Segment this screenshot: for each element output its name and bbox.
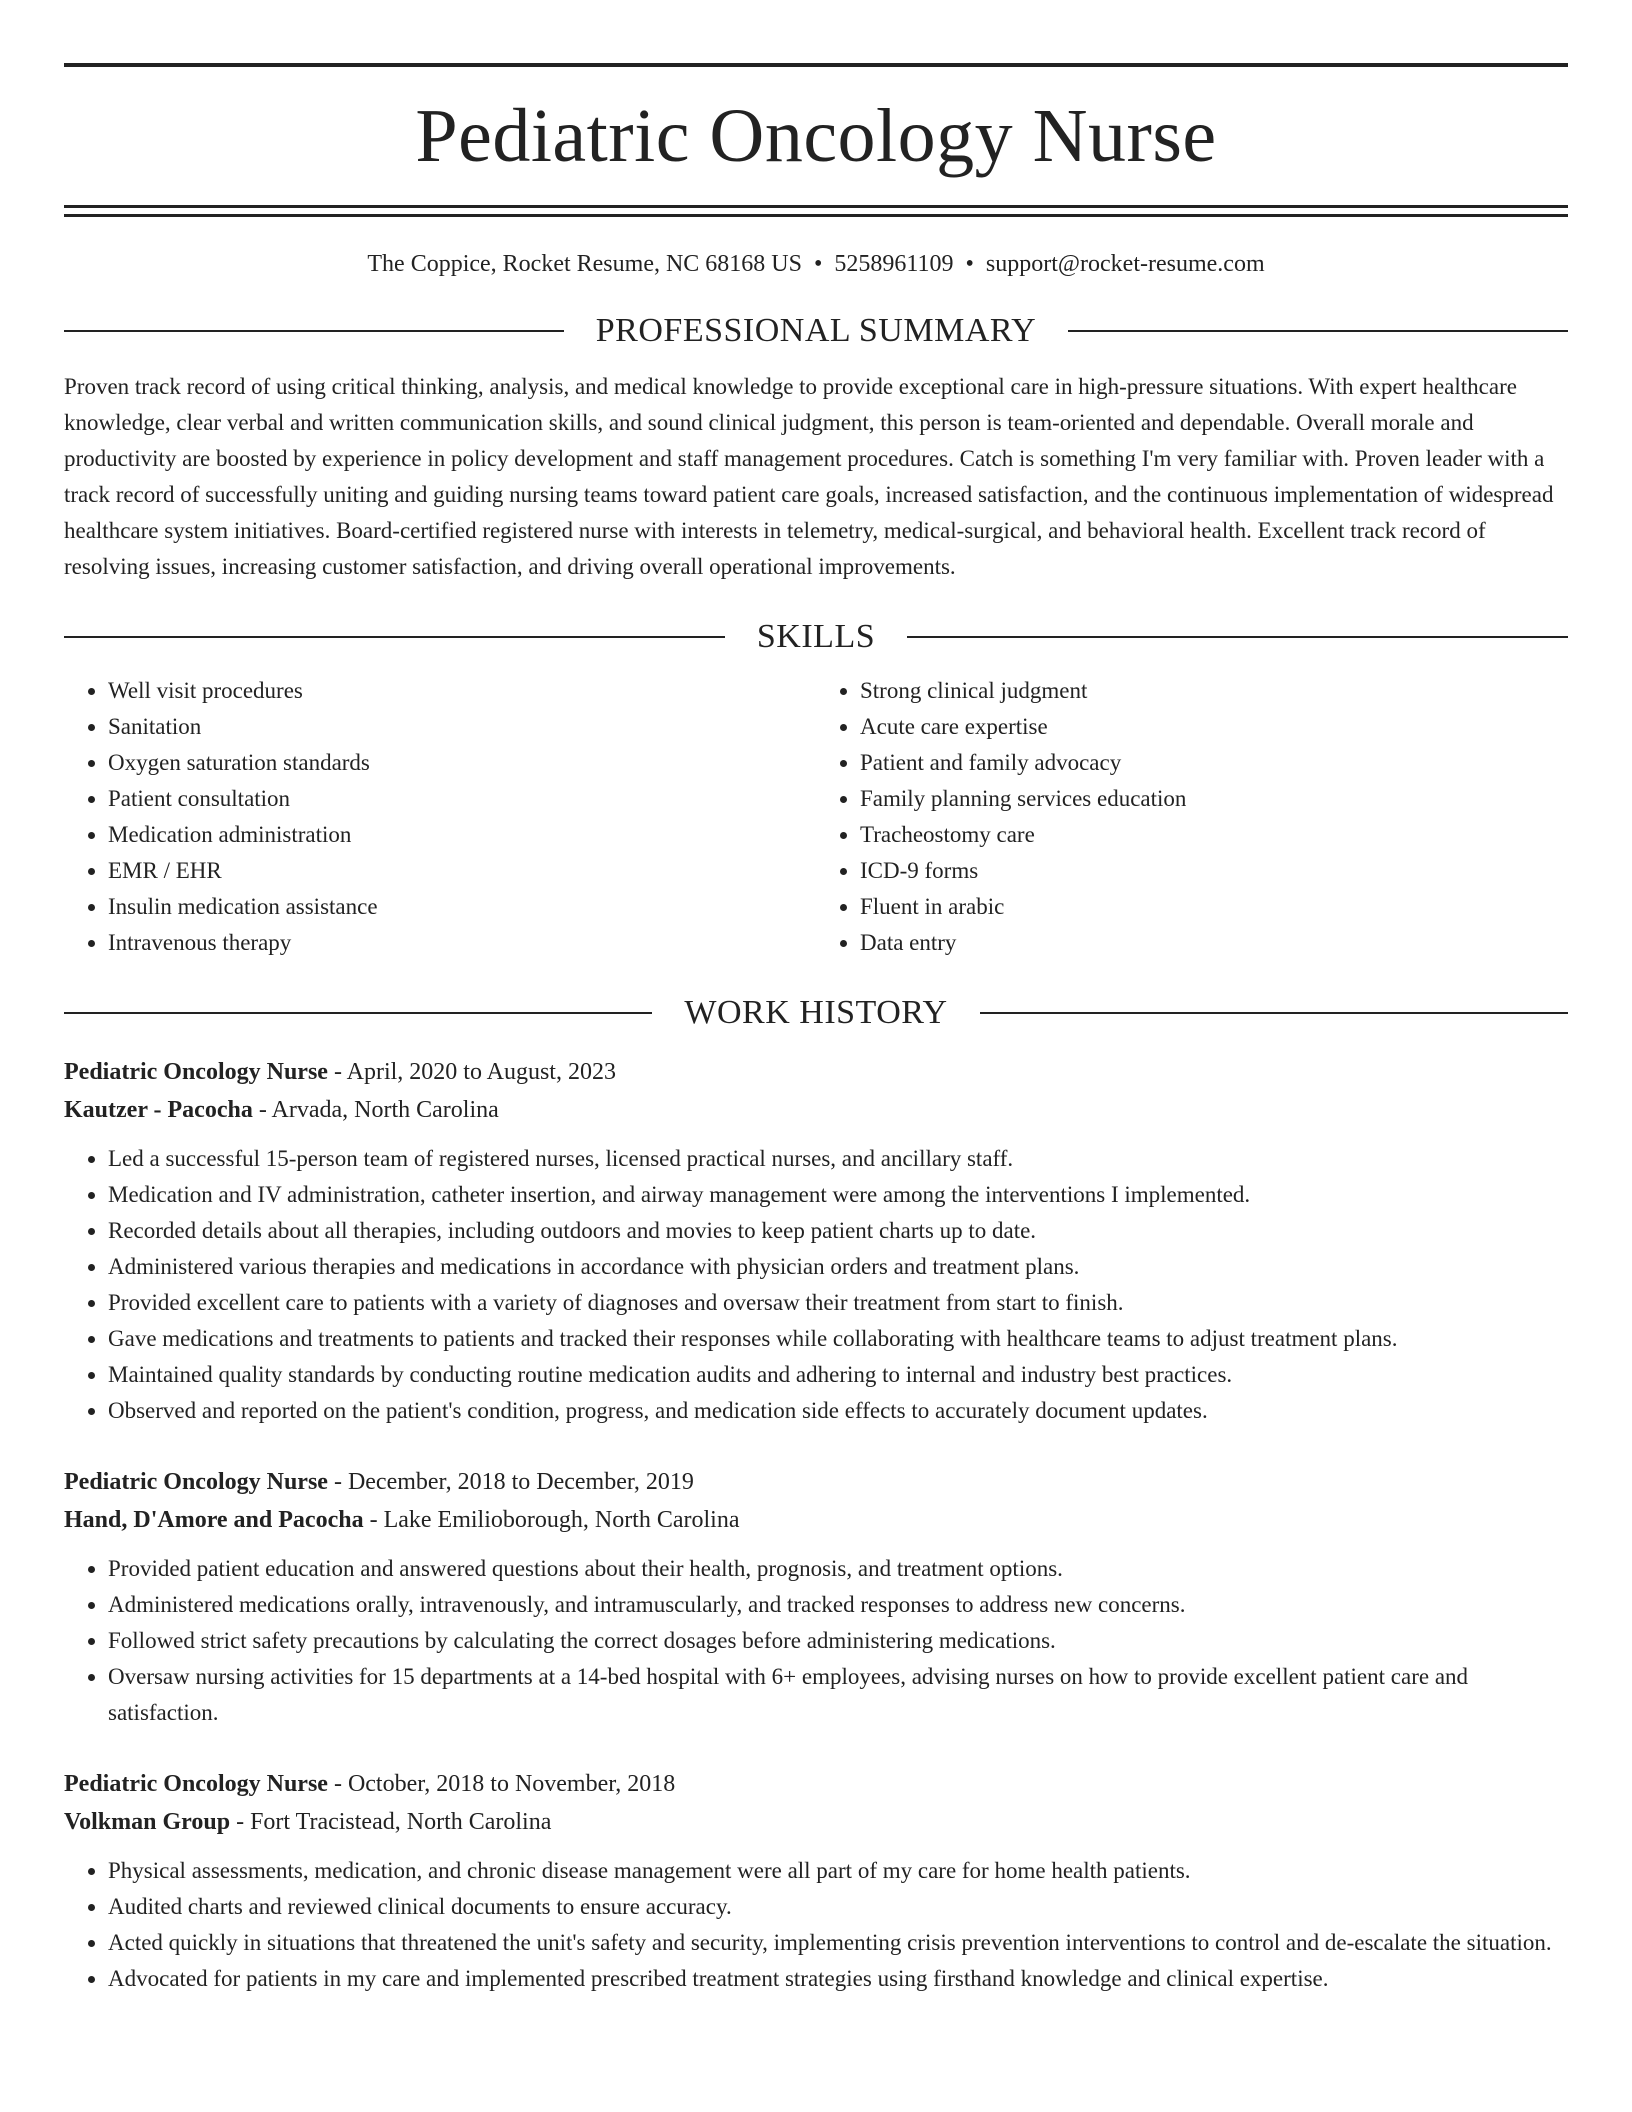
job-company: Volkman Group — [64, 1809, 231, 1835]
skill-item: • ICD-9 forms — [860, 853, 1568, 889]
job-bullets — [64, 1551, 1568, 1731]
job-bullet: • Recorded details about all therapies, including outdoors and movies to keep patient charts up to date. — [108, 1213, 1568, 1249]
skill-item: • Strong clinical judgment — [860, 673, 1568, 709]
skill-item: • Insulin medication assistance — [108, 889, 816, 925]
contact-line — [64, 249, 1568, 279]
job-bullet: • Oversaw nursing activities for 15 departments at a 14-bed hospital with 6+ employees, advising nurses on how to provide excellent patient care and satisfaction. — [108, 1659, 1568, 1731]
job-bullet: • Gave medications and treatments to patients and tracked their responses while collaborating with healthcare teams to adjust treatment plans. — [108, 1321, 1568, 1357]
skill-item: • Medication administration — [108, 817, 816, 853]
section-rule-left — [64, 330, 564, 332]
resume-page — [64, 0, 1568, 1997]
skill-item: • Patient consultation — [108, 781, 816, 817]
job-company-line — [64, 1803, 1568, 1841]
contact-address: The Coppice, Rocket Resume, NC 68168 US — [367, 251, 802, 277]
job-dates: - April, 2020 to August, 2023 — [327, 1059, 616, 1085]
top-rule — [64, 63, 1568, 67]
job-bullet: • Medication and IV administration, catheter insertion, and airway management were among the interventions I implemented. — [108, 1177, 1568, 1213]
skills-columns — [64, 673, 1568, 961]
job-entry — [64, 1053, 1568, 1429]
job-bullet: • Administered various therapies and medications in accordance with physician orders and treatment plans. — [108, 1249, 1568, 1285]
section-rule-right — [907, 636, 1568, 638]
job-title-line — [64, 1463, 1568, 1501]
job-entry — [64, 1765, 1568, 1997]
job-bullet: • Observed and reported on the patient's condition, progress, and medication side effects to accurately document updates. — [108, 1393, 1568, 1429]
skill-item: • Data entry — [860, 925, 1568, 961]
skills-list-left — [64, 673, 816, 961]
skill-item: • Patient and family advocacy — [860, 745, 1568, 781]
skill-item: • Oxygen saturation standards — [108, 745, 816, 781]
job-bullet: • Maintained quality standards by conducting routine medication audits and adhering to internal and industry best practices. — [108, 1357, 1568, 1393]
skill-item: • Acute care expertise — [860, 709, 1568, 745]
job-bullet: • Acted quickly in situations that threatened the unit's safety and security, implementing crisis prevention interventions to control and de-escalate the situation. — [108, 1925, 1568, 1961]
contact-email[interactable]: support@rocket-resume.com — [985, 251, 1265, 277]
job-bullets — [64, 1141, 1568, 1429]
skill-item: • Tracheostomy care — [860, 817, 1568, 853]
job-bullet: • Led a successful 15-person team of registered nurses, licensed practical nurses, and ancillary staff. — [108, 1141, 1568, 1177]
professional-summary-text: Proven track record of using critical thinking, analysis, and medical knowledge to provide exceptional care in high-pressure situations. With expert healthcare knowledge, clear verbal and written communication skills, and sound clinical judgment, this person is team-oriented and dependable. Overall morale and productivity are boosted by experience in policy development and staff management procedures. Catch is something I'm very familiar with. Proven leader with a track record of successfully uniting and guiding nursing teams toward patient care goals, increased satisfaction, and the continuous implementation of widespread healthcare system initiatives. Board-certified registered nurse with interests in telemetry, medical-surgical, and behavioral health. Excellent track record of resolving issues, increasing customer satisfaction, and driving overall operational improvements. — [64, 374, 1554, 579]
job-title-line — [64, 1765, 1568, 1803]
job-bullet: • Followed strict safety precautions by calculating the correct dosages before administering medications. — [108, 1623, 1568, 1659]
contact-separator: • — [965, 251, 974, 277]
job-company: Hand, D'Amore and Pacocha — [64, 1507, 364, 1533]
job-company-line — [64, 1091, 1568, 1129]
skills-list-right — [816, 673, 1568, 961]
job-title: Pediatric Oncology Nurse — [64, 1469, 328, 1495]
skills-section-title: SKILLS — [756, 618, 876, 655]
job-location: - Lake Emilioborough, North Carolina — [363, 1507, 740, 1533]
contact-phone: 5258961109 — [834, 251, 954, 277]
job-bullet: • Physical assessments, medication, and chronic disease management were all part of my care for home health patients. — [108, 1853, 1568, 1889]
job-title-line — [64, 1053, 1568, 1091]
section-rule-right — [1068, 330, 1568, 332]
job-company: Kautzer - Pacocha — [64, 1097, 253, 1123]
job-bullet: • Provided patient education and answered questions about their health, prognosis, and treatment options. — [108, 1551, 1568, 1587]
skill-item: • Sanitation — [108, 709, 816, 745]
summary-section-header — [64, 311, 1568, 351]
section-rule-right — [980, 1012, 1568, 1014]
skill-item: • Well visit procedures — [108, 673, 816, 709]
job-title: Pediatric Oncology Nurse — [64, 1771, 328, 1797]
job-location: - Arvada, North Carolina — [252, 1097, 499, 1123]
job-bullets — [64, 1853, 1568, 1997]
contact-separator: • — [814, 251, 823, 277]
section-rule-left — [64, 1012, 652, 1014]
summary-section-title: PROFESSIONAL SUMMARY — [595, 312, 1037, 349]
resume-name: Pediatric Oncology Nurse — [415, 94, 1217, 178]
work-history-section-title: WORK HISTORY — [684, 994, 948, 1031]
job-location: - Fort Tracistead, North Carolina — [230, 1809, 552, 1835]
job-bullet: • Audited charts and reviewed clinical documents to ensure accuracy. — [108, 1889, 1568, 1925]
job-bullet: • Provided excellent care to patients with a variety of diagnoses and oversaw their treatment from start to finish. — [108, 1285, 1568, 1321]
job-dates: - October, 2018 to November, 2018 — [327, 1771, 676, 1797]
skill-item: • Intravenous therapy — [108, 925, 816, 961]
job-dates: - December, 2018 to December, 2019 — [327, 1469, 694, 1495]
job-company-line — [64, 1501, 1568, 1539]
job-entry — [64, 1463, 1568, 1731]
skill-item: • Fluent in arabic — [860, 889, 1568, 925]
skills-section-header — [64, 617, 1568, 657]
job-bullet: • Advocated for patients in my care and implemented prescribed treatment strategies using firsthand knowledge and clinical expertise. — [108, 1961, 1568, 1997]
skill-item: • Family planning services education — [860, 781, 1568, 817]
section-rule-left — [64, 636, 725, 638]
job-title: Pediatric Oncology Nurse — [64, 1059, 328, 1085]
skill-item: • EMR / EHR — [108, 853, 816, 889]
work-history-section-header — [64, 993, 1568, 1033]
name-double-rule — [64, 205, 1568, 217]
job-bullet: • Administered medications orally, intravenously, and intramuscularly, and tracked responses to address new concerns. — [108, 1587, 1568, 1623]
